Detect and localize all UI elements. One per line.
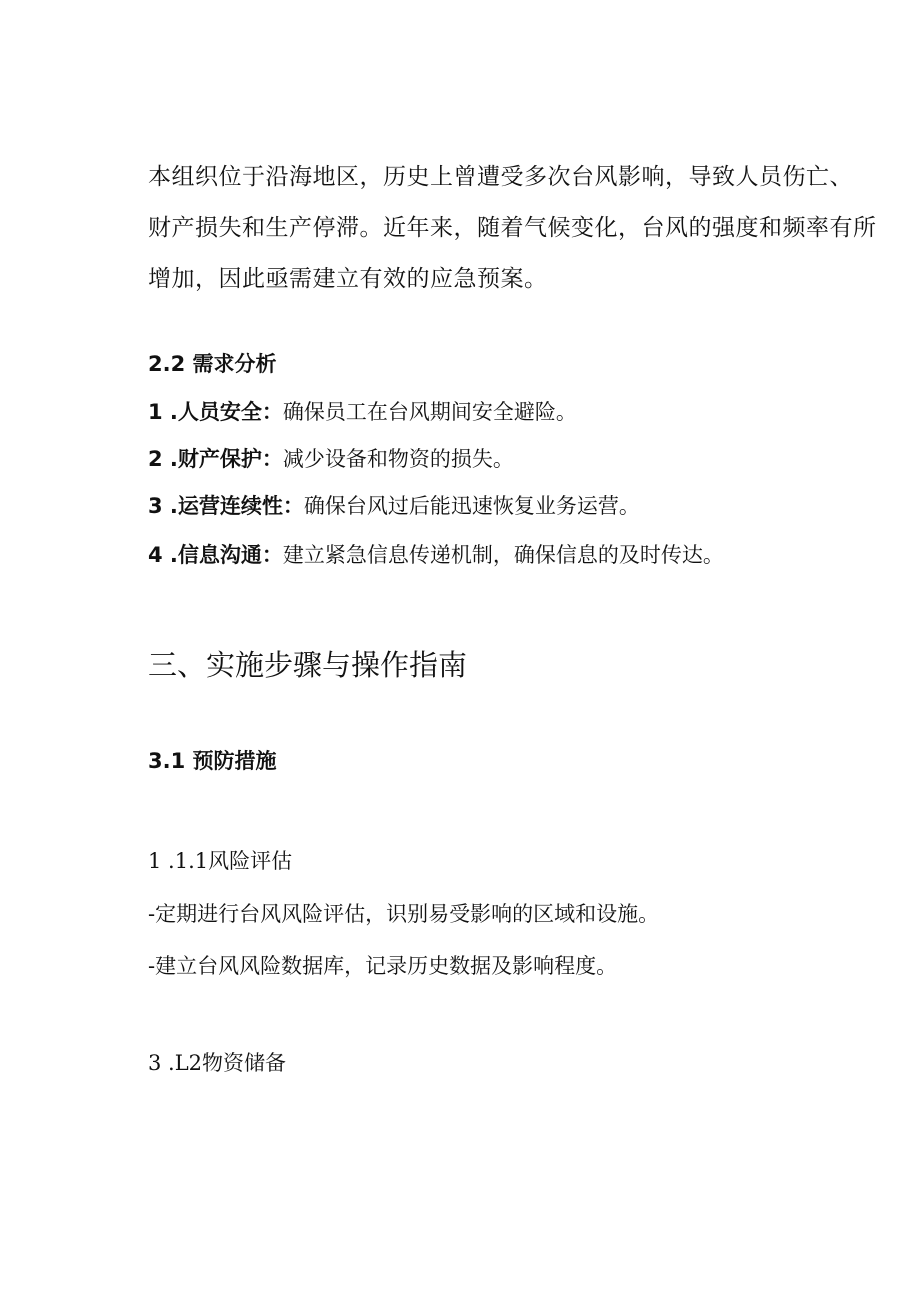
subsection-risk-assessment-title: 1 .1.1风险评估 [148,849,293,873]
section-3-1-title: 3.1 预防措施 [148,749,277,773]
requirement-item-1 [148,397,577,427]
intro-line-3: 增加，因此亟需建立有效的应急预案。 [148,266,548,292]
requirement-item-number: 1 . [148,400,178,424]
intro-line-1: 本组织位于沿海地区，历史上曾遭受多次台风影响，导致人员伤亡、 [148,164,853,190]
requirement-item-text: 确保员工在台风期间安全避险。 [282,400,577,424]
subsection-supplies-title: 3 .L2物资储备 [148,1051,287,1075]
requirement-item-label: 人员安全： [177,400,283,424]
section-3-title: 三、实施步骤与操作指南 [148,648,468,682]
requirement-item-text: 建立紧急信息传递机制，确保信息的及时传达。 [282,543,724,567]
requirement-item-3 [148,491,640,521]
risk-assessment-line-1: -定期进行台风风险评估，识别易受影响的区域和设施。 [148,902,660,926]
requirement-item-label: 财产保护： [177,447,283,471]
requirement-item-2 [148,444,514,474]
risk-assessment-line-2: -建立台风风险数据库，记录历史数据及影响程度。 [148,954,618,978]
requirement-item-4 [148,540,724,570]
intro-line-2: 财产损失和生产停滞。近年来，随着气候变化，台风的强度和频率有所 [148,215,877,241]
requirement-item-text: 减少设备和物资的损失。 [282,447,514,471]
intro-paragraph [148,152,877,305]
requirement-item-text: 确保台风过后能迅速恢复业务运营。 [303,494,640,518]
requirement-item-number: 2 . [148,447,178,471]
requirement-item-label: 运营连续性： [177,494,304,518]
requirement-item-number: 4 . [148,543,178,567]
section-2-2-title: 2.2 需求分析 [148,352,277,376]
requirement-item-label: 信息沟通： [177,543,283,567]
requirement-item-number: 3 . [148,494,178,518]
